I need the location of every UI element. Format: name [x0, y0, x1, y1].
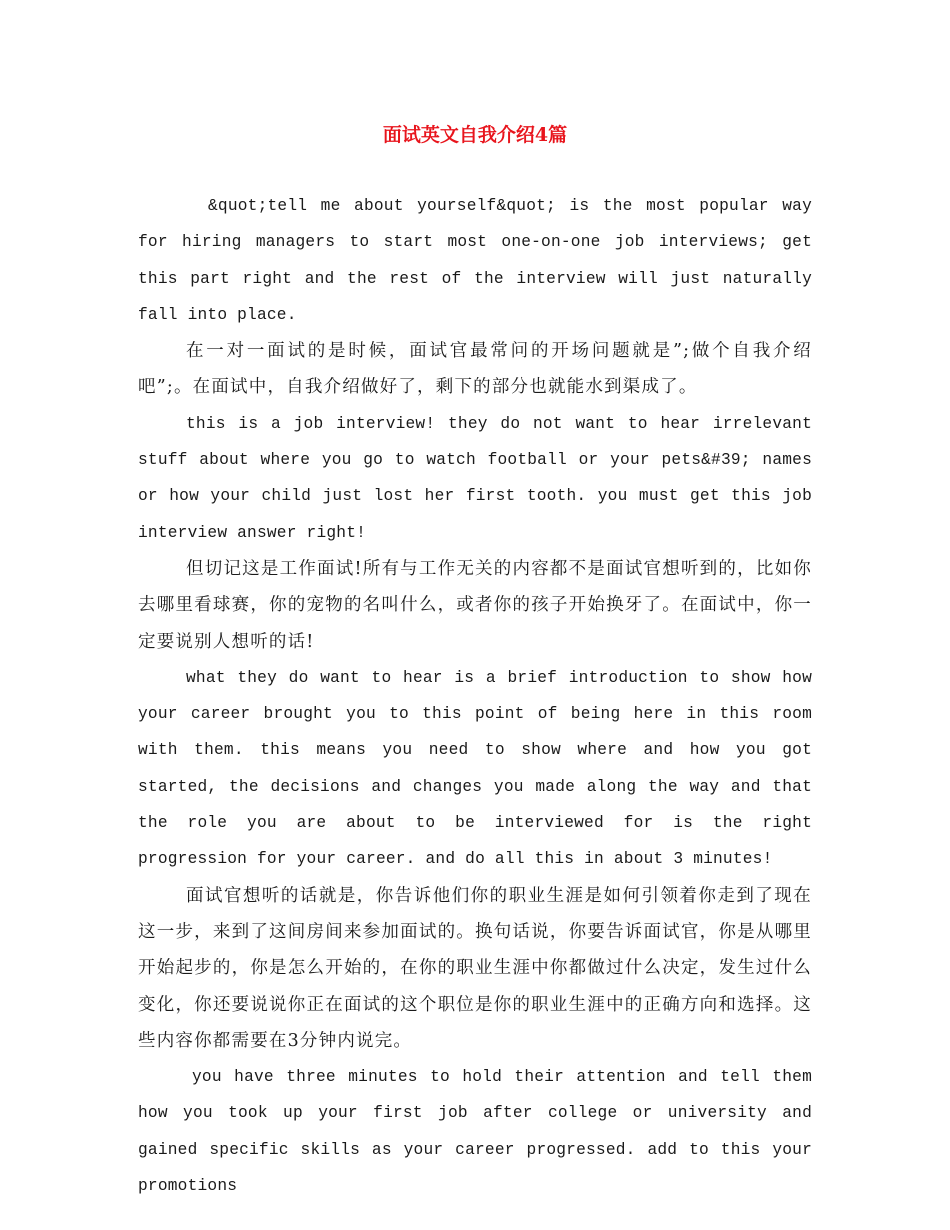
- paragraph-2-chinese: 在一对一面试的是时候，面试官最常问的开场问题就是”;做个自我介绍吧”;。在面试中，自我介绍做好了，剩下的部分也就能水到渠成了。: [138, 341, 812, 398]
- paragraph-3-english: this is a job interview! they do not want to hear irrelevant stuff about where you go to watch football or your pets&#39; names or how your child just lost her first tooth. you must get this job interview answer right!: [138, 414, 812, 542]
- paragraph-5-english: what they do want to hear is a brief introduction to show how your career brought you to this point of being here in this room with them. this means you need to show where and how you got started, the decisions and changes you made along the way and that the role you are about to be interviewed for is the right progression for your career. and do all this in about 3 minutes!: [138, 668, 812, 869]
- document-body: [138, 188, 812, 1204]
- document-title: 面试英文自我介绍4篇: [382, 124, 568, 146]
- paragraph-6-chinese: 面试官想听的话就是，你告诉他们你的职业生涯是如何引领着你走到了现在这一步，来到了这间房间来参加面试的。换句话说，你要告诉面试官，你是从哪里开始起步的，你是怎么开始的，在你的职业生涯中你都做过什么决定，发生过什么变化，你还要说说你正在面试的这个职位是你的职业生涯中的正确方向和选择。这些内容你都需要在3分钟内说完。: [138, 885, 812, 1051]
- paragraph-7-english: you have three minutes to hold their attention and tell them how you took up your first job after college or university and gained specific skills as your career progressed. add to this your promotions: [138, 1068, 812, 1196]
- paragraph-1-english: &quot;tell me about yourself&quot; is the most popular way for hiring managers to start most one-on-one job interviews; get this part right and the rest of the interview will just naturally fall into place.: [138, 197, 812, 324]
- paragraph-4-chinese: 但切记这是工作面试!所有与工作无关的内容都不是面试官想听到的，比如你去哪里看球赛，你的宠物的名叫什么，或者你的孩子开始换牙了。在面试中，你一定要说别人想听的话!: [138, 558, 812, 652]
